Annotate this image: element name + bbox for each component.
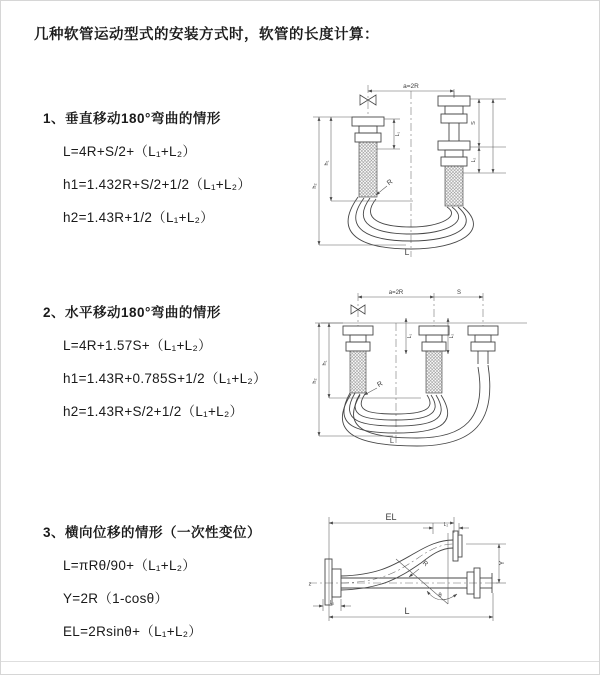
- label-l: L: [404, 606, 410, 616]
- centerlines: [368, 85, 454, 257]
- label-theta: θ: [438, 593, 442, 599]
- left-fitting: [343, 326, 373, 393]
- centerline-mark: z: [308, 581, 312, 588]
- label-l1: L₁: [395, 131, 401, 137]
- label-r: R: [420, 559, 430, 569]
- left-end-flange: [325, 559, 341, 605]
- dimension-l-total: [329, 593, 493, 621]
- dimension-h: [312, 323, 421, 436]
- diagram-lateral-displacement: [301, 501, 521, 631]
- section-horizontal-movement: [43, 301, 267, 433]
- formula-l: L=πRθ/90+（L₁+L₂）: [63, 558, 197, 573]
- centerlines: [358, 293, 483, 443]
- label-r: R: [386, 178, 395, 188]
- section-1-heading: 1、垂直移动180°弯曲的情形: [43, 111, 221, 126]
- right-hose-fitting: [438, 96, 470, 206]
- section-vertical-movement: [43, 107, 251, 239]
- label-l1: L₁: [329, 600, 335, 606]
- label-h2: h₂: [312, 378, 318, 384]
- label-l2: L₂: [449, 333, 455, 339]
- page-title: 几种软管运动型式的安装方式时，软管的长度计算：: [34, 27, 379, 43]
- label-l-total: L: [404, 247, 410, 257]
- middle-fitting: [419, 326, 449, 393]
- formula-y: Y=2R（1-cosθ）: [63, 591, 169, 606]
- radius-leader: [364, 380, 384, 395]
- label-a2r: a=2R: [388, 290, 404, 296]
- label-r: R: [376, 380, 385, 389]
- formula-l: L=4R+1.57S+（L₁+L₂）: [63, 338, 212, 353]
- radius-leader: [376, 178, 394, 195]
- dimension-s-l2: [463, 99, 506, 173]
- dimension-el: [329, 512, 454, 621]
- formula-h1: h1=1.43R+0.785S+1/2（L₁+L₂）: [63, 371, 267, 386]
- label-h2: h₂: [312, 183, 318, 189]
- label-s: S: [456, 290, 462, 296]
- label-l2: L₂: [471, 157, 477, 163]
- dimension-l2: [423, 522, 469, 534]
- dimension-l1: [313, 599, 351, 611]
- formula-h1: h1=1.432R+S/2+1/2（L₁+L₂）: [63, 177, 252, 192]
- section-3-heading: 3、横向位移的情形（一次性变位）: [43, 525, 262, 540]
- section-2-heading: 2、水平移动180°弯曲的情形: [43, 305, 221, 320]
- dimension-l1: [406, 318, 413, 354]
- diagram-vertical-180-bend: [301, 71, 541, 266]
- dimension-l2: [448, 318, 455, 354]
- diagram-horizontal-180-bend: [301, 283, 541, 461]
- label-y: Y: [499, 560, 506, 566]
- label-h1: h₁: [322, 360, 328, 366]
- left-hose-fitting: [352, 117, 384, 197]
- right-fitting: [468, 326, 498, 364]
- label-el: EL: [385, 512, 397, 522]
- label-a2r: a=2R: [403, 83, 419, 90]
- radius-leader: [409, 560, 429, 577]
- dimension-a2r-s: [358, 290, 483, 297]
- section-lateral-displacement: [43, 521, 261, 653]
- formula-el: EL=2Rsinθ+（L₁+L₂）: [63, 624, 203, 639]
- label-h1: h₁: [324, 160, 330, 166]
- label-l2: L₂: [443, 522, 449, 528]
- dimension-y: [466, 544, 506, 583]
- label-s: S: [471, 121, 477, 125]
- formula-l: L=4R+S/2+（L₁+L₂）: [63, 144, 197, 159]
- angle-theta: [396, 533, 457, 604]
- formula-h2: h2=1.43R+1/2（L₁+L₂）: [63, 210, 214, 225]
- label-l-total: L: [389, 436, 395, 445]
- label-l1: L₁: [407, 333, 413, 339]
- displaced-end-flange: [453, 531, 462, 561]
- displaced-hose-centerline: [341, 544, 453, 583]
- page-bottom-rule: [1, 661, 600, 662]
- formula-h2: h2=1.43R+S/2+1/2（L₁+L₂）: [63, 404, 244, 419]
